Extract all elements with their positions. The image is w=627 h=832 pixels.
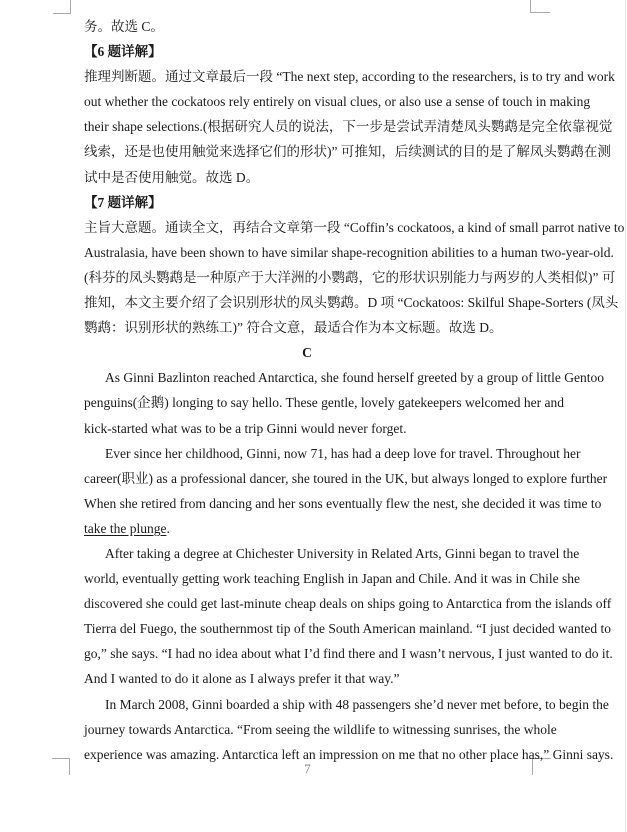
text-line: As Ginni Bazlinton reached Antarctica, she found herself greeted by a group of little Gentoo (105, 370, 604, 386)
text-line: 主旨大意题。通读全文，再结合文章第一段 “Coffin’s cockatoos, a kind of small parrot native to (84, 219, 625, 235)
crop-mark-top-left (53, 0, 71, 14)
text-line: experience was amazing. Antarctica left an impression on me that no other place has,” Ginni says. (84, 746, 614, 762)
text-line: 推理判断题。通过文章最后一段 “The next step, according to the researchers, is to try and work (84, 69, 615, 85)
text-line: out whether the cockatoos rely entirely on visual clues, or also use a sense of touch in making (84, 94, 591, 110)
text-line: When she retired from dancing and her sons eventually flew the nest, she decided it was time to (84, 495, 602, 511)
crop-mark-top-right (530, 0, 550, 13)
text-line: 线索，还是也使用触觉来选择它们的形状)” 可推知，后续测试的目的是了解凤头鹦鹉在测 (84, 144, 611, 160)
text-line: 鹦鹉：识别形状的熟练工)” 符合文意，最适合作为本文标题。故选 D。 (84, 320, 503, 336)
text-line: 【7 题详解】 (84, 194, 162, 210)
text-line: their shape selections.(根据研究人员的说法，下一步是尝试弄清楚凤头鹦鹉是完全依靠视觉 (84, 119, 613, 135)
text-line: 【6 题详解】 (84, 44, 162, 60)
text-line: Tierra del Fuego, the southernmost tip of the South American mainland. “I just decided wanted to (84, 621, 612, 637)
text-line: career(职业) as a professional dancer, she toured in the UK, but always longed to explore further (84, 470, 608, 486)
text-line: kick-started what was to be a trip Ginni would never forget. (84, 420, 407, 436)
text-line: world, eventually getting work teaching English in Japan and Chile. And it was in Chile she (84, 571, 581, 587)
text-line: 试中是否使用触觉。故选 D。 (84, 169, 260, 185)
text-line: 务。故选 C。 (84, 19, 164, 34)
text-line (84, 516, 608, 541)
text-line: discovered she could get last-minute cheap deals on ships going to Antarctica from the islands off (84, 596, 612, 612)
document-body (84, 14, 625, 767)
text-line: And I wanted to do it alone as I always prefer it that way.” (84, 671, 400, 687)
text-line: Australasia, have been shown to have similar shape-recognition abilities to a human two-year-old. (84, 244, 614, 260)
text-line: journey towards Antarctica. “From seeing the wildlife to witnessing sunrises, the whole (84, 721, 557, 737)
section-heading: C (302, 345, 312, 361)
page-number: 7 (304, 762, 311, 776)
text-line: Ever since her childhood, Ginni, now 71, has had a deep love for travel. Throughout her (105, 445, 581, 461)
underlined-phrase: take the plunge (84, 520, 167, 536)
text-segment: . (166, 520, 170, 536)
page-right-edge (625, 0, 626, 832)
text-line: In March 2008, Ginni boarded a ship with 48 passengers she’d never met before, to begin the (105, 696, 609, 712)
text-line: go,” she says. “I had no idea about what I’d find there and I wasn’t nervous, I just wanted to do it. (84, 646, 613, 662)
text-line: 推知，本文主要介绍了会识别形状的凤头鹦鹉。D 项 “Cockatoos: Skilful Shape-Sorters (凤头 (84, 295, 619, 311)
text-line: penguins(企鹅) longing to say hello. These gentle, lovely gatekeepers welcomed her and (84, 395, 564, 411)
text-line: After taking a degree at Chichester University in Related Arts, Ginni began to travel the (105, 545, 580, 561)
text-line: (科芬的凤头鹦鹉是一种原产于大洋洲的小鹦鹉，它的形状识别能力与两岁的人类相似)” 可 (84, 269, 616, 285)
